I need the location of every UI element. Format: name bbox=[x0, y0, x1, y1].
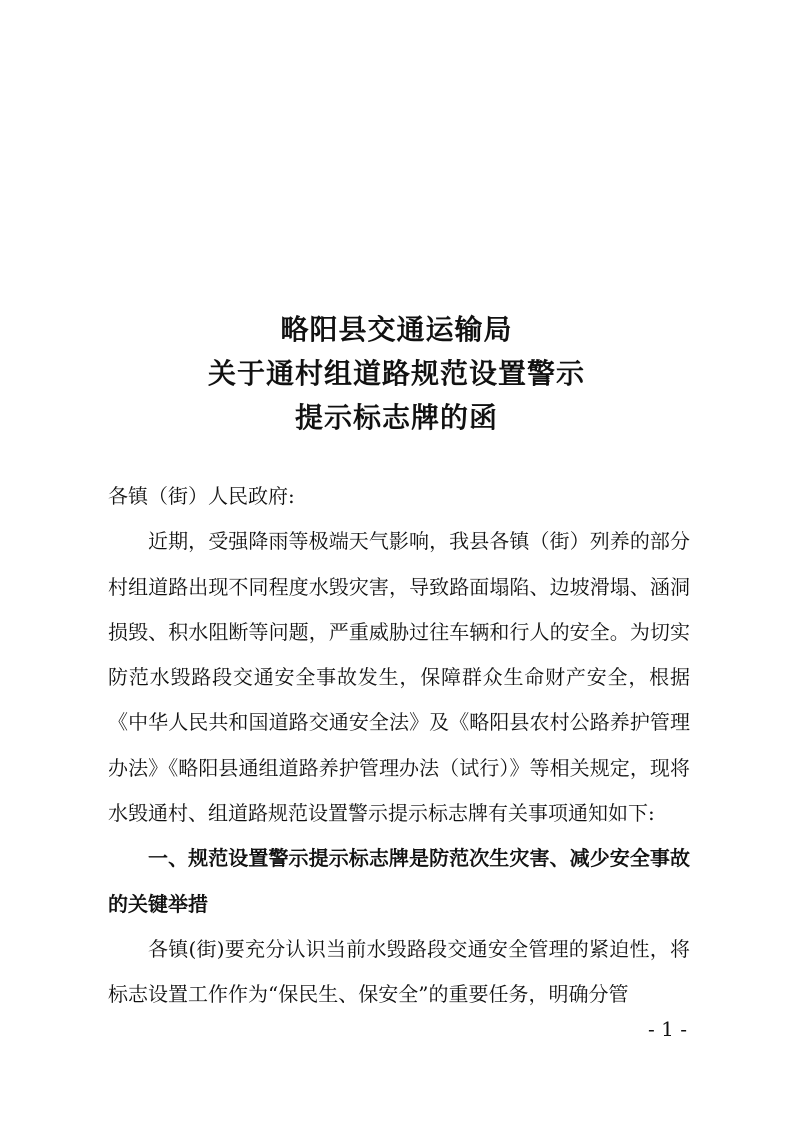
document-title bbox=[0, 308, 793, 440]
paragraph-1: 近期，受强降雨等极端天气影响，我县各镇（街）列养的部分村组道路出现不同程度水毁灾害，导致路面塌陷、边坡滑塌、涵洞损毁、积水阻断等问题，严重威胁过往车辆和行人的安全。为切实防范水毁路段交通安全事故发生，保障群众生命财产安全，根据《中华人民共和国道路交通安全法》及《略阳县农村公路养护管理办法》《略阳县通组道路养护管理办法（试行）》等相关规定，现将水毁通村、组道路规范设置警示提示标志牌有关事项通知如下: bbox=[108, 529, 690, 826]
title-line-3: 提示标志牌的函 bbox=[294, 401, 498, 434]
page-number: - 1 - bbox=[648, 1017, 687, 1041]
document-body bbox=[108, 474, 690, 1018]
salutation: 各镇（街）人民政府: bbox=[108, 484, 295, 508]
paragraph-2: 各镇(街)要充分认识当前水毁路段交通安全管理的紧迫性，将标志设置工作作为“保民生、保安全”的重要任务，明确分管 bbox=[108, 936, 690, 1007]
title-line-2: 关于通村组道路规范设置警示 bbox=[207, 357, 585, 390]
section-heading-1: 一、规范设置警示提示标志牌是防范次生灾害、减少安全事故的关键举措 bbox=[108, 846, 690, 916]
title-line-1: 略阳县交通运输局 bbox=[280, 313, 513, 346]
